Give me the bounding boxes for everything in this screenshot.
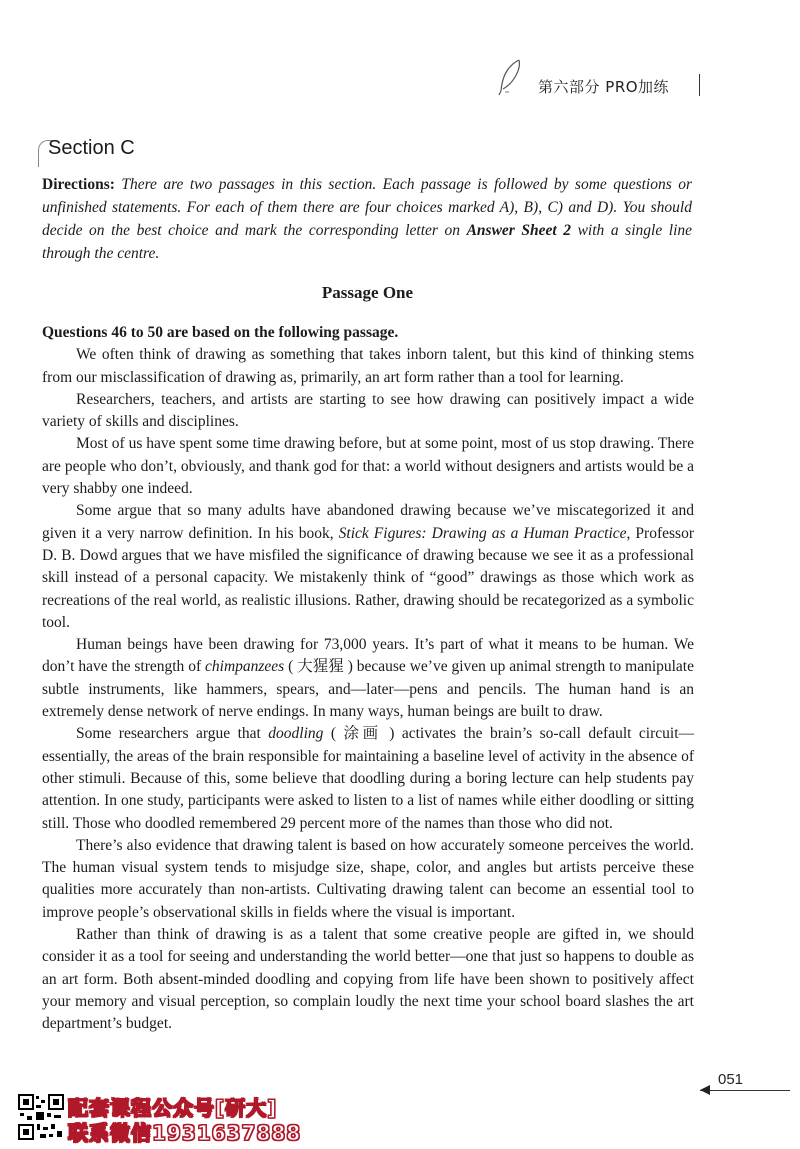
chapter-header bbox=[538, 76, 669, 97]
paragraph-7: There’s also evidence that drawing talent is based on how accurately someone perceives the world. The human visual system tends to misjudge size, shape, color, and angles but artists perceive these qualities more accurately than non-artists. Cultivating drawing talent can become an essential tool to improve people’s observational skills in fields where the visual is important. bbox=[42, 836, 694, 921]
directions-text-2: with a single line through the centre. bbox=[42, 222, 693, 262]
answer-sheet-ref: Answer Sheet 2 bbox=[466, 222, 572, 239]
paragraph-4 bbox=[42, 500, 694, 634]
watermark-line-2: 联系微信1931637888 bbox=[68, 1121, 302, 1145]
paragraph-6-part-b: activates the brain’s so-call default circuit—essentially, the areas of the brain responsible for maintaining a baseline level of activity in the absence of other stimuli. Because of this, some believe that doodling during a boring lecture can help students pay attention. In one study, participants were asked to listen to a list of names while either doodling or sitting still. Those who doodled remembered 29 percent more of the names than those who did not. bbox=[42, 725, 695, 832]
chapter-header-text: 第六部分 PRO加练 bbox=[538, 78, 670, 96]
paragraph-2: Researchers, teachers, and artists are starting to see how drawing can positively impact a wide variety of skills and disciplines. bbox=[42, 390, 694, 431]
page-number-rule bbox=[700, 1090, 790, 1091]
passage-body bbox=[42, 322, 694, 1036]
paragraph-5 bbox=[42, 634, 694, 723]
header-divider bbox=[699, 74, 700, 96]
section-title: Section C bbox=[48, 137, 135, 159]
paragraph-5-part-b: because we’ve given up animal strength to manipulate subtle instruments, like hammers, spears, and—later—pens and pencils. The human hand is an extremely dense network of nerve endings. In many ways, human beings are built to draw. bbox=[42, 658, 694, 721]
feather-pen-icon bbox=[497, 58, 527, 96]
directions-block bbox=[42, 173, 692, 265]
paragraph-3: Most of us have spent some time drawing before, but at some point, most of us stop drawing. There are people who don’t, obviously, and thank god for that: a world without designers and artists would be a very shabby one indeed. bbox=[42, 435, 694, 498]
paragraph-4-part-a: Some argue that so many adults have abandoned drawing because we’ve miscategorized it and given it a very narrow definition. In his book, bbox=[42, 502, 694, 542]
passage-title: Passage One bbox=[321, 283, 414, 302]
questions-heading: Questions 46 to 50 are based on the following passage. bbox=[42, 324, 399, 341]
vocab-doodling: doodling bbox=[268, 725, 324, 743]
page-number-arrow-icon bbox=[700, 1085, 710, 1095]
directions-label: Directions: bbox=[42, 176, 115, 193]
paragraph-4-part-b: , Professor D. B. Dowd argues that we have misfiled the significance of drawing because we see it as a professional skill instead of a personal capacity. We mistakenly think of “good” drawings as those which work as recreations of the real world, as realistic illusions. Rather, drawing should be recategorized as a symbolic tool. bbox=[42, 524, 694, 631]
qr-code-icon bbox=[18, 1094, 64, 1140]
watermark-line-1: 配套课程公众号[研大] bbox=[68, 1096, 278, 1120]
paragraph-5-part-a: Human beings have been drawing for 73,000 years. It’s part of what it means to be human. We don’t have the strength of bbox=[42, 636, 694, 676]
paragraph-6 bbox=[42, 723, 694, 834]
gloss-chimpanzees: ( 大猩猩 ) bbox=[284, 658, 357, 676]
paragraph-1: We often think of drawing as something that takes inborn talent, but this kind of thinking stems from our misclassification of drawing as, primarily, an art form rather than a tool for learning. bbox=[42, 346, 694, 386]
paragraph-8: Rather than think of drawing is as a talent that some creative people are gifted in, we should consider it as a tool for seeing and understanding the world better—one that just so happens to double as an art form. Both absent-minded doodling and copying from life have been shown to positively affect your memory and visual perception, so complain loudly the next time your school board slashes the art department’s budget. bbox=[42, 926, 694, 1033]
paragraph-6-part-a: Some researchers argue that bbox=[76, 725, 269, 743]
page-number: 051 bbox=[718, 1071, 744, 1088]
directions-text-1: There are two passages in this section. Each passage is followed by some questions or unfinished statements. For each of them there are four choices marked A), B), C) and D). You should decide on the best choice and mark the corresponding letter on bbox=[42, 176, 692, 239]
book-title: Stick Figures: Drawing as a Human Practice bbox=[338, 524, 627, 542]
vocab-chimpanzees: chimpanzees bbox=[205, 658, 285, 676]
gloss-doodling: ( 涂画 ) bbox=[323, 725, 402, 743]
